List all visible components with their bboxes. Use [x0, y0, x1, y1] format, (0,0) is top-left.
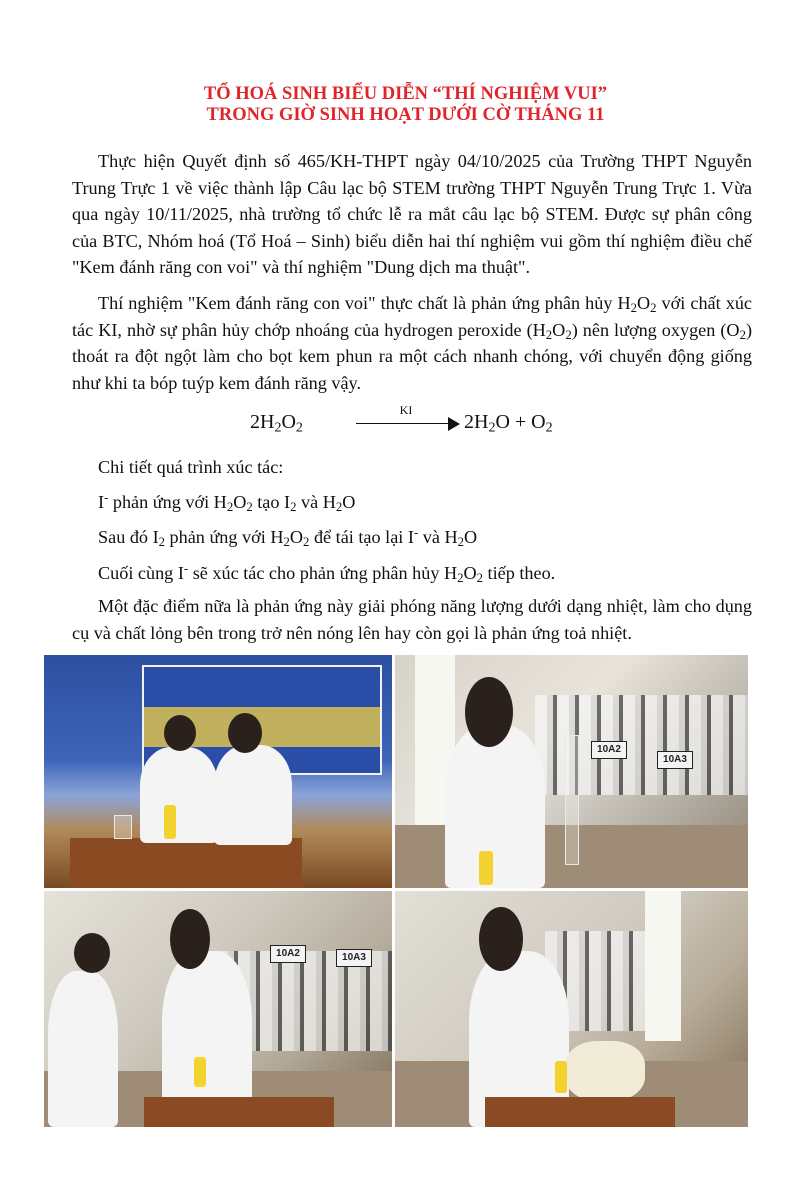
paragraph-exothermic: Một đặc điểm nữa là phản ứng này giải phóng năng lượng dưới dạng nhiệt, làm cho dụng cụ và chất lỏng bên trong trở nên nóng lên hay còn gọi là phản ứng toả nhiệt.: [72, 596, 752, 643]
photo-collage: [44, 655, 748, 1127]
catalyst-label: KI: [399, 403, 413, 417]
arrow-head-icon: [448, 417, 460, 431]
catalysis-step-2: Sau đó $I_2$ phản ứng với $H_2O_2$ để tái tạo lại I- và $H_2O$: [98, 525, 478, 550]
photo-stage-demo: [44, 655, 392, 888]
foam-overflow: [565, 1041, 645, 1101]
class-sign-10a3: 10A3: [657, 751, 693, 769]
arrow-line: [356, 423, 452, 424]
catalysis-step-1: I- phản ứng với $H_2O_2$ tạo $I_2$ và $H_2O$: [98, 490, 356, 515]
teacher-figure: [48, 971, 118, 1127]
chemical-equation: [250, 403, 570, 443]
photo-foam-overflow: [395, 891, 748, 1127]
demo-table: [70, 838, 302, 888]
graduated-cylinder: [565, 735, 579, 865]
paragraph-intro: Thực hiện Quyết định số 465/KH-THPT ngày 04/10/2025 của Trường THPT Nguyễn Trung Trực 1 về việc thành lập Câu lạc bộ STEM trường THPT Nguyễn Trung Trực 1. Vừa qua ngày 10/11/2025, nhà trường tổ chức lễ ra mắt câu lạc bộ STEM. Được sự phân công của BTC, Nhóm hoá (Tổ Hoá – Sinh) biểu diễn hai thí nghiệm vui gồm thí nghiệm điều chế "Kem đánh răng con voi" và thí nghiệm "Dung dịch ma thuật".: [72, 151, 752, 277]
teacher-figure: [140, 747, 218, 843]
student-figure: [445, 725, 545, 888]
class-sign-10a2: 10A2: [591, 741, 627, 759]
equation-reactant: $2H_2O_2$: [250, 411, 303, 436]
title-line-1: TỔ HOÁ SINH BIỂU DIỄN “THÍ NGHIỆM VUI”: [203, 84, 608, 104]
reaction-arrow: [352, 403, 460, 439]
paragraph-reaction: Thí nghiệm "Kem đánh răng con voi" thực chất là phản ứng phân hủy $H_2O_2$ với chất xúc tác KI, nhờ sự phân hủy chớp nhoáng của hydrogen peroxide $(H_2O_2)$ nên lượng oxygen $(O_2)$ thoát ra đột ngột làm cho bọt kem phun ra một cách nhanh chóng, với chuyển động giống như khi ta bóp tuýp kem đánh răng vậy.: [72, 293, 753, 393]
photo-student-pouring: [395, 655, 748, 888]
student-figure: [214, 745, 292, 845]
catalysis-step-3: Cuối cùng I- sẽ xúc tác cho phản ứng phân hủy $H_2O_2$ tiếp theo.: [98, 561, 556, 586]
equation-products: $2H_2O + O_2$: [464, 411, 553, 436]
article-title: [60, 84, 751, 126]
photo-foam-reaction: 10A2 10A3: [44, 891, 392, 1127]
title-line-2: TRONG GIỜ SINH HOẠT DƯỚI CỜ THÁNG 11: [206, 105, 605, 125]
details-heading: Chi tiết quá trình xúc tác:: [98, 457, 284, 477]
